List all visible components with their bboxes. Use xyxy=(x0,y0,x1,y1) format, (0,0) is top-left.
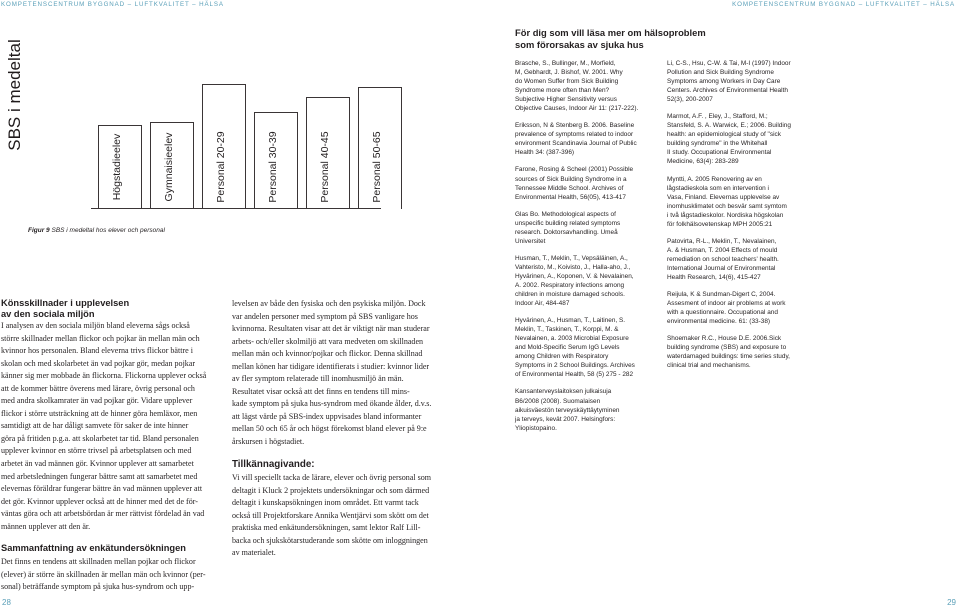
bar-chart xyxy=(0,0,400,220)
text-line: att lägst värde på SBS-index uppvisades bland informanter xyxy=(232,411,422,421)
reference-line: remediation on school teachers' health. xyxy=(667,255,779,263)
bar-label: Personal 40-45 xyxy=(319,131,331,203)
reference-line: Stansfeld, S. A. Warwick, E.; 2006. Building xyxy=(667,122,791,130)
reference-entry xyxy=(515,59,638,113)
reference-line: Subjective Higher Sensitivity versus xyxy=(515,96,617,104)
reference-line: Meklin, T., Taskinen, T., Korppi, M. & xyxy=(515,326,619,334)
reference-entry xyxy=(667,175,791,229)
text-line: göra på fritiden p.g.a. att skolarbetet tar tid. Bland personalen xyxy=(1,433,199,443)
reference-gap xyxy=(667,104,791,112)
reference-line: health: an epidemiological study of "sick xyxy=(667,131,781,139)
text-line: levelsen av både den fysiska och den psykiska miljön. Dock xyxy=(232,299,426,308)
text-line: årskursen i högstadiet. xyxy=(232,437,305,447)
reference-line: sources of Sick Building Syndrome in a xyxy=(515,175,627,183)
reference-entry xyxy=(515,165,638,201)
reference-line: ja terveys, kevät 2007. Helsingfors: xyxy=(515,415,616,423)
text-line: Resultatet visar också att det finns en tendens till mins- xyxy=(232,386,410,396)
bar-label: Gymnaisieelev xyxy=(163,132,175,202)
text-line: med arbetsledningen fungerar bättre samt att samarbetet med xyxy=(1,471,198,481)
reference-line: Environmental Health, 56(05), 413-417 xyxy=(515,193,626,201)
reference-line: M, Gebhardt, J. Bishof, W. 2001. Why xyxy=(515,69,623,77)
reference-entry xyxy=(667,334,791,370)
text-line: av materialet. xyxy=(232,548,276,558)
references-column-2 xyxy=(667,59,791,370)
reference-entry xyxy=(667,290,791,326)
reference-gap xyxy=(515,246,638,254)
reference-line: i två lågstadieskolor. Nordiska högskolan xyxy=(667,211,784,219)
reference-line: Indoor Air, 484-487 xyxy=(515,300,570,308)
reference-line: Yliopistopaino. xyxy=(515,424,557,432)
reference-gap xyxy=(667,229,791,237)
reference-line: waterdamaged buildings: time series study, xyxy=(667,353,790,361)
section2-heading: Sammanfattning av enkätundersökningen xyxy=(1,543,186,553)
reference-line: clinical trial and mechanisms. xyxy=(667,362,751,370)
reference-line: Syndrome more often than Men? xyxy=(515,87,610,95)
reference-line: Health Research, 14(6), 415-427 xyxy=(667,273,761,281)
reference-gap xyxy=(515,157,638,165)
chart-baseline xyxy=(91,208,381,209)
text-line: upplever kvinnor en större trivsel på arbetsplatsen och med xyxy=(1,446,192,456)
reference-line: Farone, Rosing & Scheel (2001) Possible xyxy=(515,166,634,174)
reference-line: Shoemaker R.C., House D.E. 2006.Sick xyxy=(667,335,782,343)
running-head-left: KOMPETENSCENTRUM BYGGNAD – LUFTKVALITET – HÄLSA xyxy=(1,1,224,8)
text-line: också till Projektforskare Annika Wentjärvi som skött om det xyxy=(232,510,429,520)
text-line: känner sig mer mobbade än flickorna. Flickorna upplever också xyxy=(1,371,207,381)
bar-label: Personal 50-65 xyxy=(371,131,383,203)
reference-line: environmental medicine. 61: (33-38) xyxy=(667,318,771,326)
reference-line: Myntti, A. 2005 Renovering av en xyxy=(667,175,762,183)
reference-entry xyxy=(667,59,791,104)
reference-line: Pollution and Sick Building Syndrome xyxy=(667,69,774,77)
reference-gap xyxy=(667,282,791,290)
reference-line: Vasa, Finland. Elevernas upplevelse av xyxy=(667,193,780,201)
reference-entry xyxy=(515,387,638,432)
reference-line: do Women Suffer from Sick Building xyxy=(515,78,619,86)
text-line: mellan män och kvinnor/pojkar och flickor. Denna skillnad xyxy=(232,349,423,359)
text-line: var andelen personer med symptom på SBS vanligare hos xyxy=(232,311,418,321)
text-line: (elever) är större än skillnaden är mellan män och kvinnor (per- xyxy=(1,569,206,579)
reference-line: environment Scandinavia Journal of Public xyxy=(515,140,637,148)
reference-line: Li, C-S., Hsu, C-W. & Tai, M-I (1997) Indoor xyxy=(667,60,791,67)
reference-entry xyxy=(515,316,638,379)
reference-line: Objective Causes, Indoor Air 11: (217-222). xyxy=(515,105,639,113)
text-line: väntas göra och att arbetsbördan är mer rättvist fördelad än vad xyxy=(1,509,205,519)
reference-line: Eriksson, N & Stenberg B. 2006. Baseline xyxy=(515,122,635,130)
text-line: sonal) beträffande symptom på sjuka hus-syndrom och upp- xyxy=(1,582,195,592)
reference-line: and Mold-Specific Serum IgG Levels xyxy=(515,344,620,352)
text-line: flickor i större utsträckning att de hinner göra hemläxor, men xyxy=(1,408,198,418)
text-line: att de kommer bättre överens med lärare, övrig personal och xyxy=(1,383,195,393)
col2-body xyxy=(232,298,431,449)
reference-line: Assesment of indoor air problems at work xyxy=(667,300,786,308)
text-line: Det finns en tendens att skillnaden mellan pojkar och flickor xyxy=(1,557,196,566)
reference-line: with a questionnaire. Occupational and xyxy=(667,309,778,317)
references-column-1 xyxy=(515,59,638,433)
running-head-right: KOMPETENSCENTRUM BYGGNAD – LUFTKVALITET – HÄLSA xyxy=(732,1,955,8)
figure-caption: Figur 9 SBS i medeltal hos elever och personal xyxy=(28,227,165,234)
reference-line: prevalence of symptoms related to indoor xyxy=(515,131,634,139)
reference-entry xyxy=(667,237,791,282)
page-number-left: 28 xyxy=(2,598,11,607)
text-line: elevernas föräldrar fungerar bättre än vad männen upplever att xyxy=(1,484,203,494)
text-line: kade symptom på sjuka hus-syndrom med ökande ålder, d.v.s. xyxy=(232,399,432,409)
text-line: mellan 50 och 65 år och högst förekomst bland elever på 9:e xyxy=(232,424,427,434)
reference-line: lågstadieskola som en intervention i xyxy=(667,184,769,192)
text-line: backa och sjukskötarstuderande som skötte om inloggningen xyxy=(232,535,428,545)
text-line: I analysen av den sociala miljön bland eleverna sågs också xyxy=(1,321,190,330)
reference-line: of Environmental Health, 58 (5) 275 - 282 xyxy=(515,371,634,379)
section2-body xyxy=(1,556,206,594)
section1-heading: Könsskillnader i upplevelsen av den sociala miljön xyxy=(1,298,130,319)
reference-line: Tennessee Middle School. Archives of xyxy=(515,184,624,192)
reference-line: Reijula, K & Sundman-Digert C, 2004. xyxy=(667,291,776,299)
reference-line: II study. Occupational Environmental xyxy=(667,149,772,157)
section1-body xyxy=(1,320,206,533)
reference-line: Brasche, S., Bullinger, M., Morfield, xyxy=(515,60,616,67)
reference-line: Centers. Archives of Environmental Health xyxy=(667,87,788,95)
reference-line: Hyvärinen, A., Husman, T., Laitinen, S. xyxy=(515,317,626,325)
text-line: större skillnader mellan flickor och pojkar än mellan män och xyxy=(1,333,200,343)
page-number-right: 29 xyxy=(947,598,956,607)
bar-label: Personal 30-39 xyxy=(267,131,279,203)
text-line: deltagit i Kluck 2 projektets undersökningar och som därmed xyxy=(232,485,430,495)
reference-line: Husman, T., Meklin, T., Vepsäläinen, A., xyxy=(515,254,628,262)
reference-entry xyxy=(515,210,638,246)
bar-label: Högstadieelev xyxy=(111,133,123,201)
reference-line: research. Doktorsavhandling. Umeå xyxy=(515,228,618,236)
text-line: arbets- och/eller skolmiljö att vara medveten om skillnaden xyxy=(232,336,424,346)
acknowledgement-body xyxy=(232,472,431,560)
text-line: Vi vill speciellt tacka de lärare, elever och övrig personal som xyxy=(232,473,432,482)
reference-line: B6/2008 (2008). Suomalaisen xyxy=(515,397,601,405)
reference-line: Hyvärinen, A., Koponen, V. & Nevalainen, xyxy=(515,272,634,280)
reference-line: Kansanterveyslaitoksen julkaisuja xyxy=(515,388,612,396)
references-heading: För dig som vill läsa mer om hälsoproblem som förorsakas av sjuka hus xyxy=(515,27,706,50)
reference-line: inomhusklimatet och besvär samt symtom xyxy=(667,202,787,210)
reference-line: Health 34: (387-396) xyxy=(515,149,575,157)
text-line: kvinnorna. Resultaten visar att det är viktigt när man studerar xyxy=(232,324,430,334)
text-line: samtidigt att de har dåligt samvete för saker de inte hinner xyxy=(1,421,189,431)
reference-gap xyxy=(667,167,791,175)
reference-line: aikuisväestön terveyskäyttäytyminen xyxy=(515,406,620,414)
bar-label: Personal 20-29 xyxy=(215,131,227,203)
text-line: det gör. Kvinnor upplever också att de hinner med det de för- xyxy=(1,496,198,506)
text-line: arbetet än vad männen gör. Kvinnor upplever att samarbetet xyxy=(1,459,194,469)
text-line: med andra skolkamrater än vad pojkar gör. Vidare upplever xyxy=(1,396,193,406)
reference-line: among Children with Respiratory xyxy=(515,353,609,361)
reference-gap xyxy=(515,379,638,387)
text-line: kvinnor hos personalen. Bland eleverna trivs flickor bättre i xyxy=(1,346,193,356)
reference-entry xyxy=(515,121,638,157)
reference-line: Patovirta, R-L., Meklin, T., Nevalainen, xyxy=(667,237,777,245)
reference-line: Marmot, A.F. , Eley, J., Stafford, M.; xyxy=(667,113,768,121)
acknowledgement-heading: Tillkännagivande: xyxy=(232,459,315,470)
text-line: skolan och med skolarbetet än vad pojkar gör, medan pojkar xyxy=(1,358,196,368)
chart-title: SBS i medeltal xyxy=(5,39,24,151)
reference-line: A. & Husman, T. 2004 Effects of mould xyxy=(667,246,778,254)
reference-line: building syndrome (SBS) and exposure to xyxy=(667,344,787,352)
reference-gap xyxy=(515,202,638,210)
reference-line: Universitet xyxy=(515,237,546,245)
reference-line: Symptoms among Workers in Day Care xyxy=(667,78,781,86)
text-line: praktiska med enkätundersökningen, samt lektor Ralf Lill- xyxy=(232,523,421,533)
reference-line: Glas Bo. Methodological aspects of xyxy=(515,210,616,218)
reference-line: building syndrome" in the Whitehall xyxy=(667,140,768,148)
text-line: av fler symptom relaterade till inomhusmiljö än män. xyxy=(232,374,404,384)
reference-line: unspecific building related symptoms xyxy=(515,219,621,227)
reference-gap xyxy=(667,326,791,334)
reference-gap xyxy=(515,308,638,316)
reference-line: Vahteristo, M., Koivisto, J., Halla-aho, J., xyxy=(515,263,631,271)
reference-entry xyxy=(515,254,638,308)
reference-line: för folkhälsovetenskap MPH 2005:21 xyxy=(667,220,773,228)
text-line: mellan könen har tidigare identifierats i studier: kvinnor lider xyxy=(232,361,430,371)
reference-line: A. 2002. Respiratory infections among xyxy=(515,281,625,289)
reference-line: Symptoms in 2 School Buildings. Archives xyxy=(515,362,635,370)
text-line: deltagit i kunskapsökningen inom området. Ett varmt tack xyxy=(232,498,419,508)
reference-entry xyxy=(667,112,791,166)
reference-line: Nevalainen, a. 2003 Microbial Exposure xyxy=(515,335,629,343)
reference-gap xyxy=(515,113,638,121)
reference-line: children in moisture damaged schools. xyxy=(515,291,625,299)
text-line: männen upplever att den är. xyxy=(1,521,91,531)
reference-line: 52(3), 200-2007 xyxy=(667,96,713,104)
reference-line: Medicine, 63(4): 283-289 xyxy=(667,158,739,166)
reference-line: International Journal of Environmental xyxy=(667,264,776,272)
